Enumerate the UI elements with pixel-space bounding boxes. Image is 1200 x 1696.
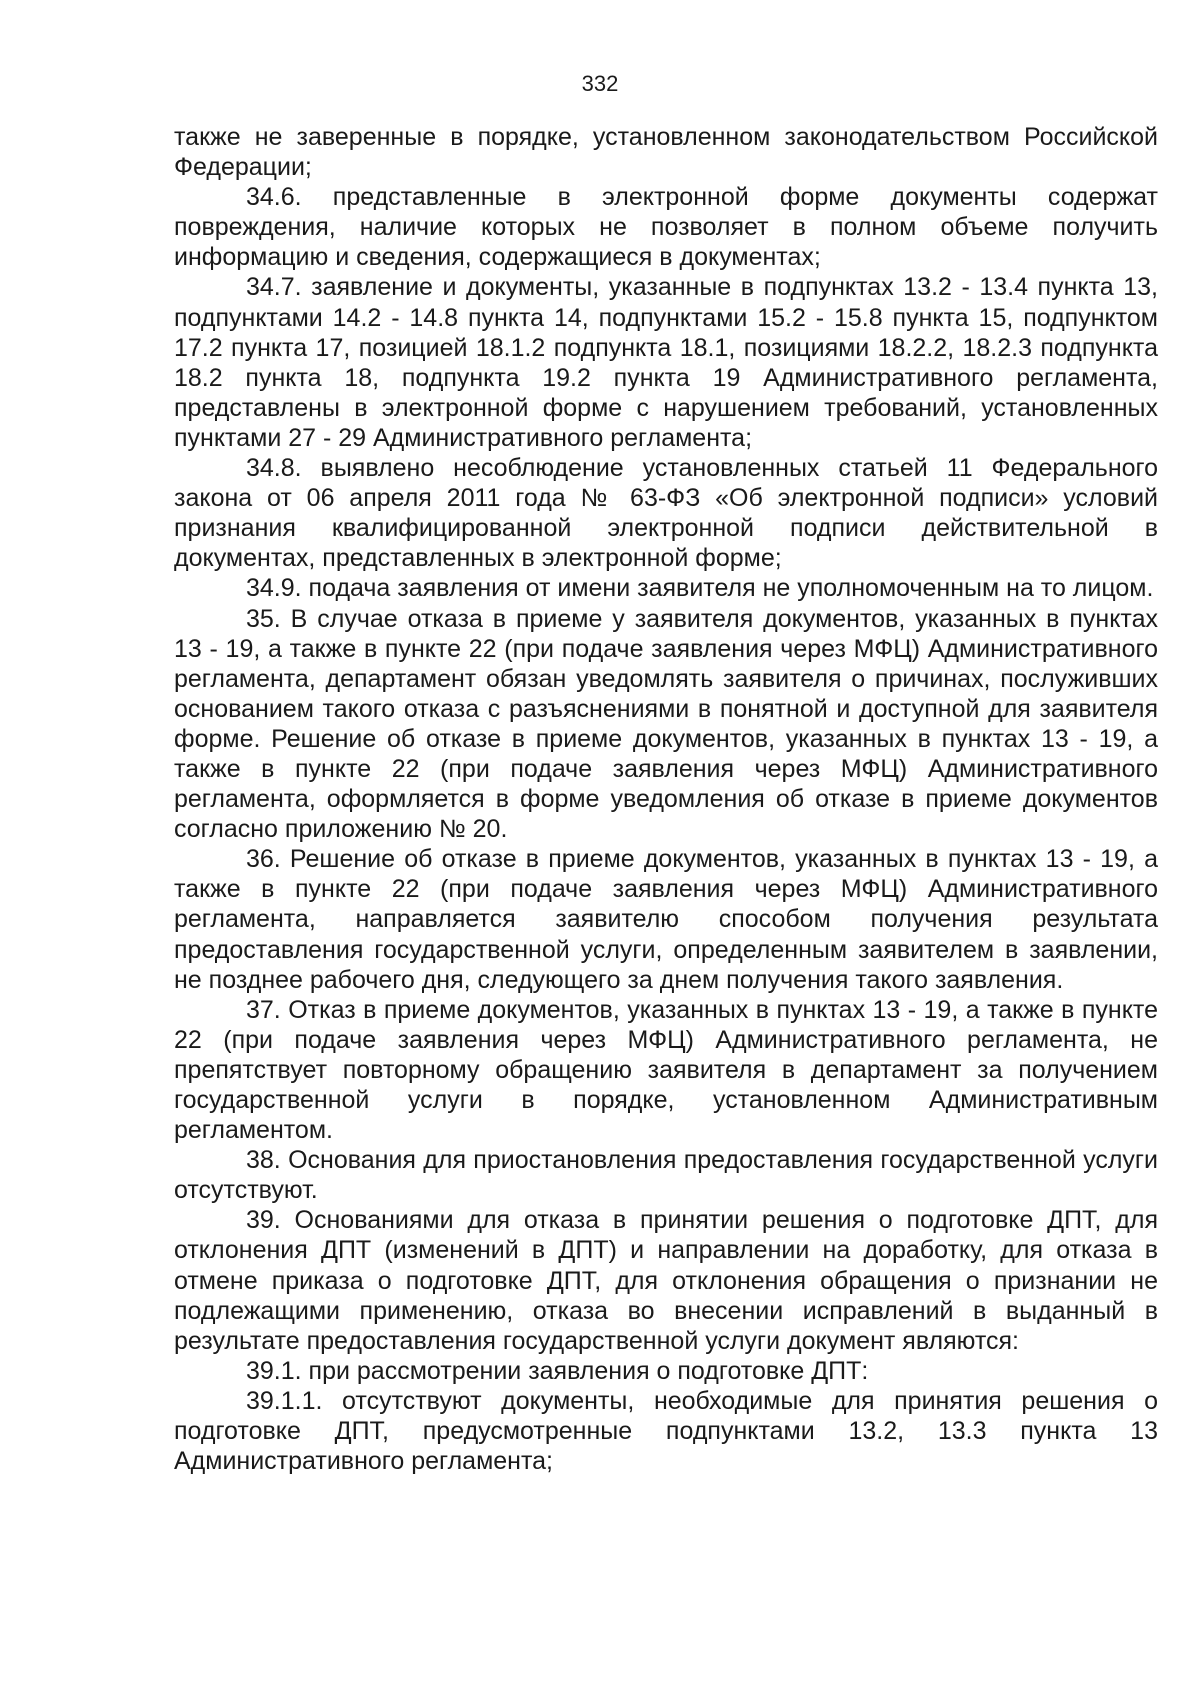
paragraph-39-1-1: 39.1.1. отсутствуют документы, необходимые для принятия решения о подготовке ДПТ, предусмотренные подпунктами 13.2, 13.3 пункта 13 Административного регламента; (174, 1386, 1158, 1476)
paragraph-continuation: также не заверенные в порядке, установленном законодательством Российской Федерации; (174, 123, 1158, 182)
paragraph-34-9: 34.9. подача заявления от имени заявителя не уполномоченным на то лицом. (246, 574, 1154, 603)
paragraph-37: 37. Отказ в приеме документов, указанных в пунктах 13 - 19, а также в пункте 22 (при подаче заявления через МФЦ) Административного регламента, не препятствует повторному обращению заявителя в департамент за получением государственной услуги в порядке, установленном Административным регламентом. (174, 995, 1158, 1145)
paragraph-34-6: 34.6. представленные в электронной форме документы содержат повреждения, наличие которых не позволяет в полном объеме получить информацию и сведения, содержащиеся в документах; (174, 183, 1158, 272)
paragraph-38: 38. Основания для приостановления предоставления государственной услуги отсутствуют. (174, 1146, 1158, 1205)
paragraph-35: 35. В случае отказа в приеме у заявителя документов, указанных в пунктах 13 - 19, а также в пункте 22 (при подаче заявления через МФЦ) Административного регламента, департамент обязан уведомлять заявителя о причинах, послуживших основанием такого отказа с разъяснениями в понятной и доступной для заявителя форме. Решение об отказе в приеме документов, указанных в пунктах 13 - 19, а также в пункте 22 (при подаче заявления через МФЦ) Административного регламента, оформляется в форме уведомления об отказе в приеме документов согласно приложению № 20. (174, 604, 1158, 844)
page-number: 332 (581, 71, 619, 96)
document-body (174, 122, 1158, 1476)
paragraph-34-7: 34.7. заявление и документы, указанные в подпунктах 13.2 - 13.4 пункта 13, подпунктами 14.2 - 14.8 пункта 14, подпунктами 15.2 - 15.8 пункта 15, подпунктом 17.2 пункта 17, позицией 18.1.2 подпункта 18.1, позициями 18.2.2, 18.2.3 подпункта 18.2 пункта 18, подпункта 19.2 пункта 19 Административного регламента, представлены в электронной форме с нарушением требований, установленных пунктами 27 - 29 Административного регламента; (174, 273, 1158, 452)
paragraph-34-8: 34.8. выявлено несоблюдение установленных статьей 11 Федерального закона от 06 апреля 2011 года № 63-ФЗ «Об электронной подписи» условий признания квалифицированной электронной подписи действительной в документах, представленных в электронной форме; (174, 454, 1158, 573)
paragraph-36: 36. Решение об отказе в приеме документов, указанных в пунктах 13 - 19, а также в пункте 22 (при подаче заявления через МФЦ) Административного регламента, направляется заявителю способом получения результата предоставления государственной услуги, определенным заявителем в заявлении, не позднее рабочего дня, следующего за днем получения такого заявления. (174, 845, 1158, 994)
paragraph-39: 39. Основаниями для отказа в принятии решения о подготовке ДПТ, для отклонения ДПТ (изменений в ДПТ) и направлении на доработку, для отказа в отмене приказа о подготовке ДПТ, для отклонения обращения о признании не подлежащими применению, отказа во внесении исправлений в выданный в результате предоставления государственной услуги документ являются: (174, 1206, 1158, 1355)
paragraph-39-1: 39.1. при рассмотрении заявления о подготовке ДПТ: (246, 1356, 869, 1385)
